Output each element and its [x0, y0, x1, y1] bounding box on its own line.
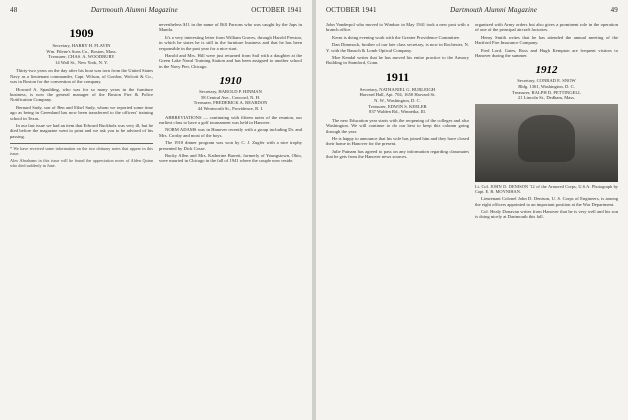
class-year-heading: 1910	[219, 75, 242, 88]
class-officers: Secretary, CONRAD E. SNOW Bldg. 1361, Washington, D. C. Treasurer, RALPH D. PETTINGELL 21 Lincoln St., Dedham, Mass.	[512, 78, 581, 101]
page-number: 48	[10, 6, 18, 14]
column	[10, 22, 153, 414]
footnote-divider	[10, 143, 153, 144]
running-title: Dartmouth Alumni Magazine	[450, 6, 538, 14]
page-columns	[10, 22, 302, 414]
right-page	[316, 0, 628, 420]
issue-date: OCTOBER 1941	[326, 6, 377, 14]
column	[326, 22, 469, 414]
paragraph: ABBREVIATIONS — continuing with fifteen notes of the reunion, our earliest class to have a golf tournament was held in Hanover.	[159, 114, 302, 126]
paragraph: Henry Smith writes that he has attended the annual meeting of the Hartford Fire Insurance Company.	[475, 34, 618, 46]
paragraph: Harold and Mrs. Hill were just returned from Sail with a daughter at the Green Lake Naval Training Station and has been assigned to another school in the Navy Pier, Chicago.	[159, 53, 302, 69]
paragraph: In our last issue we had an item that Edward Buckholz was very ill, but he died before the magazine went to print and we ask you to be advised of his passing.	[10, 123, 153, 139]
page-header	[10, 6, 302, 14]
running-title: Dartmouth Alumni Magazine	[90, 6, 178, 14]
page-header	[326, 6, 618, 14]
paragraph: NORM ADAMS was in Hanover recently with a group including Dr. and Mrs. Crosby and most of the boys.	[159, 127, 302, 138]
paragraph: nevertheless $11 in the name of Bill Parsons who was caught by the Japs in Manila.	[159, 22, 302, 33]
paragraph: Bucky Allen and Mrs. Katherine Barrett, formerly of Youngstown, Ohio, were married in Chicago in the fall of 1941 where the couple now reside.	[159, 153, 302, 164]
paragraph: Dan Dimmock, brother of our late class secretary, is now in Rochester, N. Y. with the Bausch & Lomb Optical Company.	[326, 42, 469, 53]
class-officers: Secretary, HAROLD P. HINMAN 58 Central Ave., Concord, N. H. Treasurer, FREDERICK A. REARDON 44 Wentworth St., Providence, R. I.	[193, 89, 268, 112]
footnote: Alex Abrahams in this issue will be found the appreciation notes of Alden Quinn who died suddenly in June.	[10, 158, 153, 169]
class-year-heading: 1912	[535, 64, 558, 77]
class-officers: Secretary, HARRY H. FLAVIN Wm. Filene's Sons Co., Boston, Mass. Treasurer, CHAS. A. WOODBURY 14 Wall St., New York, N. Y.	[46, 43, 117, 65]
class-year-heading: 1911	[385, 69, 410, 84]
paragraph: He is happy to announce that his wife has joined him and they have closed their home in Hanover for the present.	[326, 136, 469, 147]
page-columns	[326, 22, 618, 414]
paragraph: Fred Lord, Gates, Ross and Hugh Kempton are frequent visitors to Hanover during the summer.	[475, 47, 618, 59]
issue-date: OCTOBER 1941	[251, 6, 302, 14]
class-year-heading: 1909	[69, 26, 94, 40]
paragraph: The new Education year starts with the reopening of the colleges and also Washington. We will continue to do our best to keep this column going through the year.	[326, 117, 469, 134]
paragraph: Col. Healy Donavan writes from Hanover that he is very well and his son is doing nicely at Dartmouth this fall.	[475, 209, 618, 220]
paragraph: The 1910 dinner program was won by C. J. Zugfer with a nice trophy presented by Dick Cosse.	[159, 140, 302, 151]
paragraph: Kerm is doing evening work with the Greater Providence Committee.	[332, 34, 461, 40]
paragraph: John Vanderpol who moved to Windsor in May 1941 took a new post with a branch office.	[326, 22, 469, 33]
paragraph: It's a very interesting letter from William Graves, through Harold Preston, in which he states he is still in the furniture business and that he has been responsible in the past year for a nice start.	[159, 34, 302, 51]
paragraph: organized with Army orders but also gives a prominent role in the operation of one of the principal aircraft factories.	[475, 22, 618, 33]
photo-caption: Lt. Col. JOHN D. DENISON '12 of the Armored Corps, U.S.A. Photograph by Capt. E. B. MOYNIHAN.	[475, 183, 618, 195]
paragraph: Julie Putnam has agreed to pass on any information regarding classmates that he gets from the Hanover news sources.	[326, 148, 469, 160]
paragraph: Howard A. Spaulding, who was for so many years in the furniture business, is now the general manager of the Boston Fire & Police Notification Company.	[10, 86, 153, 103]
left-page	[0, 0, 312, 420]
class-officers: Secretary, NATHANIEL G. BURLEIGH Harvard Hall, Apt. 704, 1650 Harvard St. N. W., Washington, D. C. Treasurer, EDWIN S. KEELER 837 Walden Rd., Winnetka, Ill.	[359, 86, 436, 115]
column	[475, 22, 618, 414]
paragraph: Bernard Sudy, son of Ben and Ethel Sudy, whom we reported some time ago as being in Greenland has now been transferred to the officers' training school in Texas.	[10, 104, 153, 121]
portrait-photo	[475, 104, 618, 182]
column	[159, 22, 302, 414]
paragraph: Thirty-two years on the day after his boat was torn from the United States Navy as a lieutenant commander, Capt. Wilson, of Gordon, Wolcott & Co., was in Boston for the convention of the company.	[10, 68, 153, 85]
paragraph: Lieutenant Colonel John D. Denison, U. S. Corps of Engineers, is among the eight officers appointed to an important position at the War Department.	[475, 196, 618, 207]
page-number: 49	[610, 6, 618, 14]
paragraph: Moe Kendal writes that he has moved his entire practice to the Armory Building in Stamford, Conn.	[326, 55, 469, 66]
footnote: * We have received some information on the two obituary notes that appear in this issue.	[10, 146, 153, 157]
